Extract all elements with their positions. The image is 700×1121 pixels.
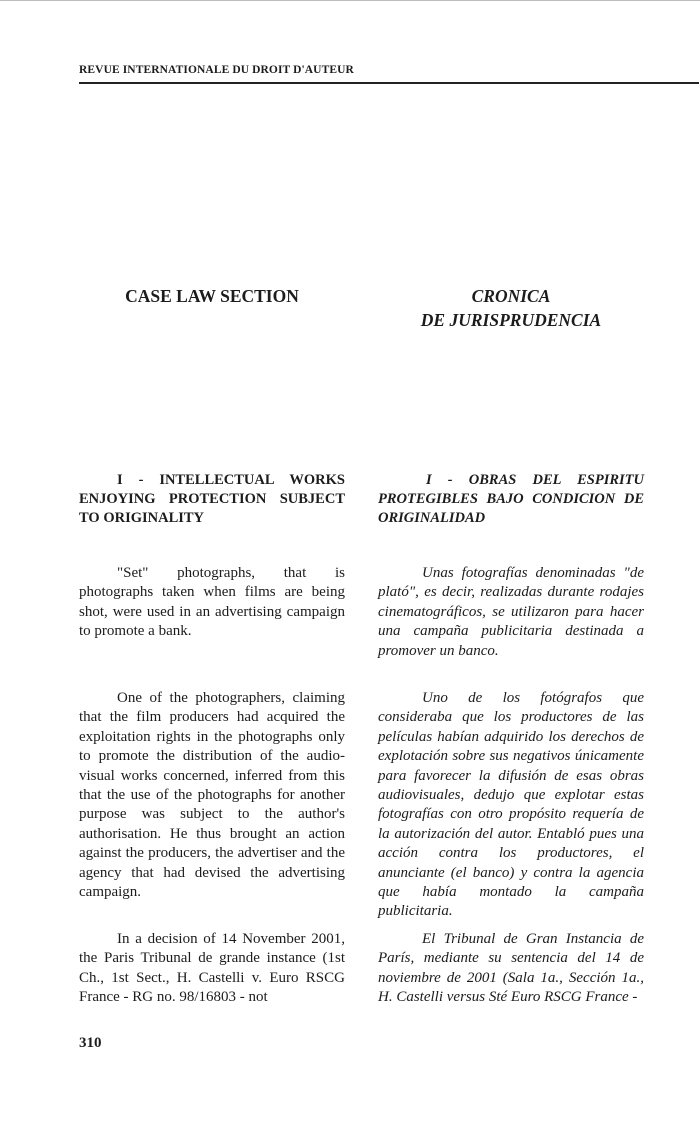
subheading-es: I - OBRAS DEL ESPIRITU PROTEGIBLES BAJO CONDICION DE ORIGINALIDAD <box>378 472 644 526</box>
paragraph-es-2: Uno de los fotógrafos que consideraba que los productores de las películas habían adquirido los derechos de explotación sobre sus negativos únicamente para favorecer la difusión de esas obras audiovisuales, dedujo que explotar estas fotografías con otro propósito requería de la autorización del autor. Entabló pues una acción contra los productores, el anunciante (el banco) y contra la agencia que había montado la campaña publicitaria. <box>378 690 644 920</box>
page-number: 310 <box>79 1035 102 1051</box>
paragraph-es-1: Unas fotografías denominadas "de plató", es decir, realizadas durante rodajes cinematográficos, se utilizaron para hacer una campaña publicitaria destinada a promover un banco. <box>378 565 644 659</box>
paragraph-en-2: One of the photographers, claiming that the film producers had acquired the exploitation rights in the photographs only to promote the distribution of the audio-visual works concerned, inferred from this that the use of the photographs for another purpose was subject to the author's authorisation. He thus brought an action against the producers, the advertiser and the agency that had devised the advertising campaign. <box>79 690 345 901</box>
paragraph-en-1: "Set" photographs, that is photographs taken when films are being shot, were used in an advertising campaign to promote a bank. <box>79 565 345 640</box>
subheading-en: I - INTELLECTUAL WORKS ENJOYING PROTECTION SUBJECT TO ORIGINALITY <box>79 472 345 526</box>
running-head: REVUE INTERNATIONALE DU DROIT D'AUTEUR <box>79 64 354 76</box>
paragraph-en-3: In a decision of 14 November 2001, the Paris Tribunal de grande instance (1st Ch., 1st Sect., H. Castelli v. Euro RSCG France - RG no. 98/16803 - not <box>79 931 345 1006</box>
header-rule <box>79 82 699 84</box>
section-title-es: CRONICA DE JURISPRUDENCIA <box>420 286 602 330</box>
paragraph-es-3: El Tribunal de Gran Instancia de París, mediante su sentencia del 14 de noviembre de 2001 (Sala 1a., Sección 1a., H. Castelli versus Sté Euro RSCG France - <box>378 931 644 1006</box>
page-top-rule <box>0 0 700 1</box>
section-title-en: CASE LAW SECTION <box>125 286 299 306</box>
